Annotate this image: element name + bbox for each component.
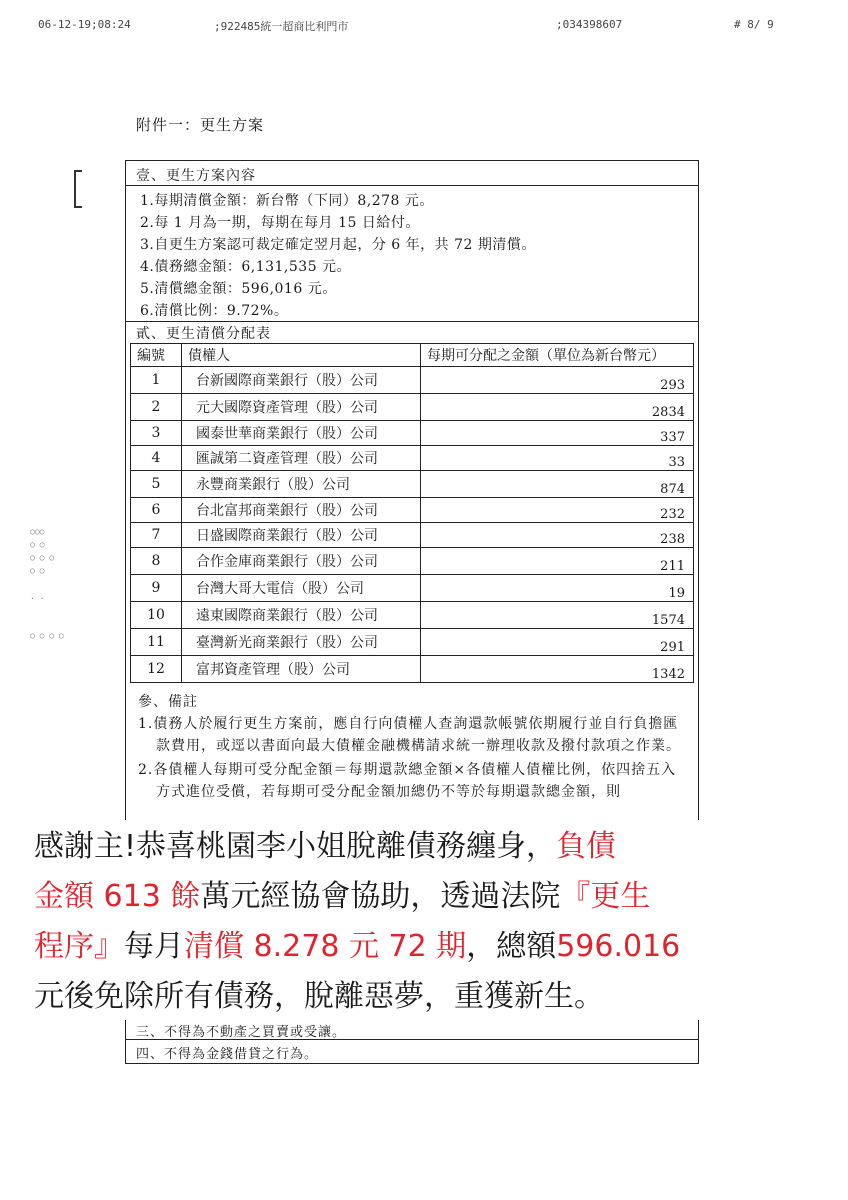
banner-line <box>34 922 824 972</box>
row-creditor: 合作金庫商業銀行（股）公司 <box>182 548 421 575</box>
table-row <box>131 446 694 471</box>
plan-item: 4.債務總金額：6,131,535 元。 <box>140 259 352 275</box>
banner-text: 每月 <box>124 929 184 964</box>
section1-heading: 壹、更生方案內容 <box>136 168 256 184</box>
row-number: 9 <box>131 575 182 602</box>
table-row <box>131 421 694 446</box>
row-creditor: 台新國際商業銀行（股）公司 <box>182 367 421 394</box>
table-row <box>131 471 694 498</box>
row-amount: 1574 <box>421 602 694 629</box>
row-number: 6 <box>131 498 182 523</box>
fax-page-number: # 8/ 9 <box>734 18 774 31</box>
row-creditor: 匯誠第二資產管理（股）公司 <box>182 446 421 471</box>
restriction-item: 三、不得為不動產之買賣或受讓。 <box>136 1025 347 1040</box>
row-amount: 211 <box>421 548 694 575</box>
fax-sender: ;922485統一超商比利門市 <box>214 20 349 33</box>
plan-item: 2.每 1 月為一期，每期在每月 15 日給付。 <box>140 215 420 231</box>
plan-item: 6.清償比例：9.72%。 <box>140 303 289 319</box>
col-header-number: 編號 <box>131 344 182 367</box>
section2-heading: 貳、更生清償分配表 <box>136 326 271 342</box>
row-amount: 291 <box>421 629 694 656</box>
row-number: 5 <box>131 471 182 498</box>
row-creditor: 永豐商業銀行（股）公司 <box>182 471 421 498</box>
allocation-table <box>130 343 694 683</box>
banner-text: 萬元經協會協助，透過法院 <box>200 879 561 914</box>
banner-highlight: 程序』 <box>34 929 124 964</box>
plan-item: 5.清償總金額：596,016 元。 <box>140 281 337 297</box>
row-number: 4 <box>131 446 182 471</box>
banner-highlight: 596.016 <box>556 929 681 964</box>
row-creditor: 遠東國際商業銀行（股）公司 <box>182 602 421 629</box>
row-number: 2 <box>131 394 182 421</box>
row-creditor: 國泰世華商業銀行（股）公司 <box>182 421 421 446</box>
col-header-creditor: 債權人 <box>182 344 421 367</box>
row-creditor: 日盛國際商業銀行（股）公司 <box>182 523 421 548</box>
row-amount: 874 <box>421 471 694 498</box>
row-number: 10 <box>131 602 182 629</box>
scan-noise: ○○○ ○ ○ ○ ○ ○ ○ ○ . . ○ ○ ○ ○ <box>30 527 64 640</box>
row-number: 8 <box>131 548 182 575</box>
col-header-amount: 每期可分配之金額（單位為新台幣元） <box>421 344 694 367</box>
notes-section <box>138 691 688 805</box>
row-creditor: 元大國際資產管理（股）公司 <box>182 394 421 421</box>
banner-text: ，總額 <box>466 929 557 964</box>
note-item: 1.債務人於履行更生方案前，應自行向債權人查詢還款帳號依期履行並自行負擔匯款費用，或逕以書面向最大債權金融機構請求統一辦理收款及撥付款項之作業。 <box>138 716 681 754</box>
banner-highlight: 金額 613 餘 <box>34 879 201 914</box>
divider <box>126 185 698 186</box>
banner-highlight: 清償 8.278 元 72 期 <box>184 929 467 964</box>
table-row <box>131 656 694 683</box>
banner-highlight: 負債 <box>556 829 617 864</box>
row-creditor: 台北富邦商業銀行（股）公司 <box>182 498 421 523</box>
table-row <box>131 575 694 602</box>
table-row <box>131 629 694 656</box>
row-amount: 232 <box>421 498 694 523</box>
table-row <box>131 498 694 523</box>
row-amount: 19 <box>421 575 694 602</box>
row-amount: 33 <box>421 446 694 471</box>
divider <box>126 321 698 322</box>
restriction-item: 四、不得為金錢借貸之行為。 <box>136 1047 319 1062</box>
table-header-row <box>131 344 694 367</box>
row-creditor: 臺灣新光商業銀行（股）公司 <box>182 629 421 656</box>
row-number: 12 <box>131 656 182 683</box>
divider <box>126 1039 698 1040</box>
section3-heading: 參、備註 <box>138 694 198 710</box>
plan-item: 1.每期清償金額：新台幣（下同）8,278 元。 <box>140 193 434 209</box>
plan-item: 3.自更生方案認可裁定確定翌月起，分 6 年，共 72 期清償。 <box>140 237 536 253</box>
fax-header <box>0 14 848 34</box>
row-number: 7 <box>131 523 182 548</box>
row-number: 11 <box>131 629 182 656</box>
row-amount: 1342 <box>421 656 694 683</box>
table-row <box>131 367 694 394</box>
fax-phone: ;034398607 <box>556 18 623 31</box>
table-row <box>131 523 694 548</box>
banner-line <box>34 972 824 1022</box>
table-row <box>131 548 694 575</box>
row-number: 3 <box>131 421 182 446</box>
table-row <box>131 602 694 629</box>
row-amount: 2834 <box>421 394 694 421</box>
row-amount: 337 <box>421 421 694 446</box>
row-creditor: 富邦資產管理（股）公司 <box>182 656 421 683</box>
attachment-title: 附件一：更生方案 <box>136 116 265 134</box>
banner-highlight: 『更生 <box>560 879 651 914</box>
row-amount: 293 <box>421 367 694 394</box>
congratulation-banner <box>34 820 824 1020</box>
banner-text: 感謝主!恭喜桃園李小姐脫離債務纏身， <box>34 829 557 864</box>
note-item: 2.各債權人每期可受分配金額＝每期還款總金額×各債權人債權比例，依四捨五入方式進位受償，若每期可受分配金額加總仍不等於每期還款總金額，則 <box>138 762 677 800</box>
row-creditor: 台灣大哥大電信（股）公司 <box>182 575 421 602</box>
banner-text: 元後免除所有債務，脫離惡夢，重獲新生。 <box>34 979 604 1014</box>
row-number: 1 <box>131 367 182 394</box>
margin-bracket <box>74 170 82 208</box>
row-amount: 238 <box>421 523 694 548</box>
banner-line <box>34 872 824 922</box>
banner-line <box>34 822 824 872</box>
fax-timestamp: 06-12-19;08:24 <box>38 18 131 31</box>
table-row <box>131 394 694 421</box>
